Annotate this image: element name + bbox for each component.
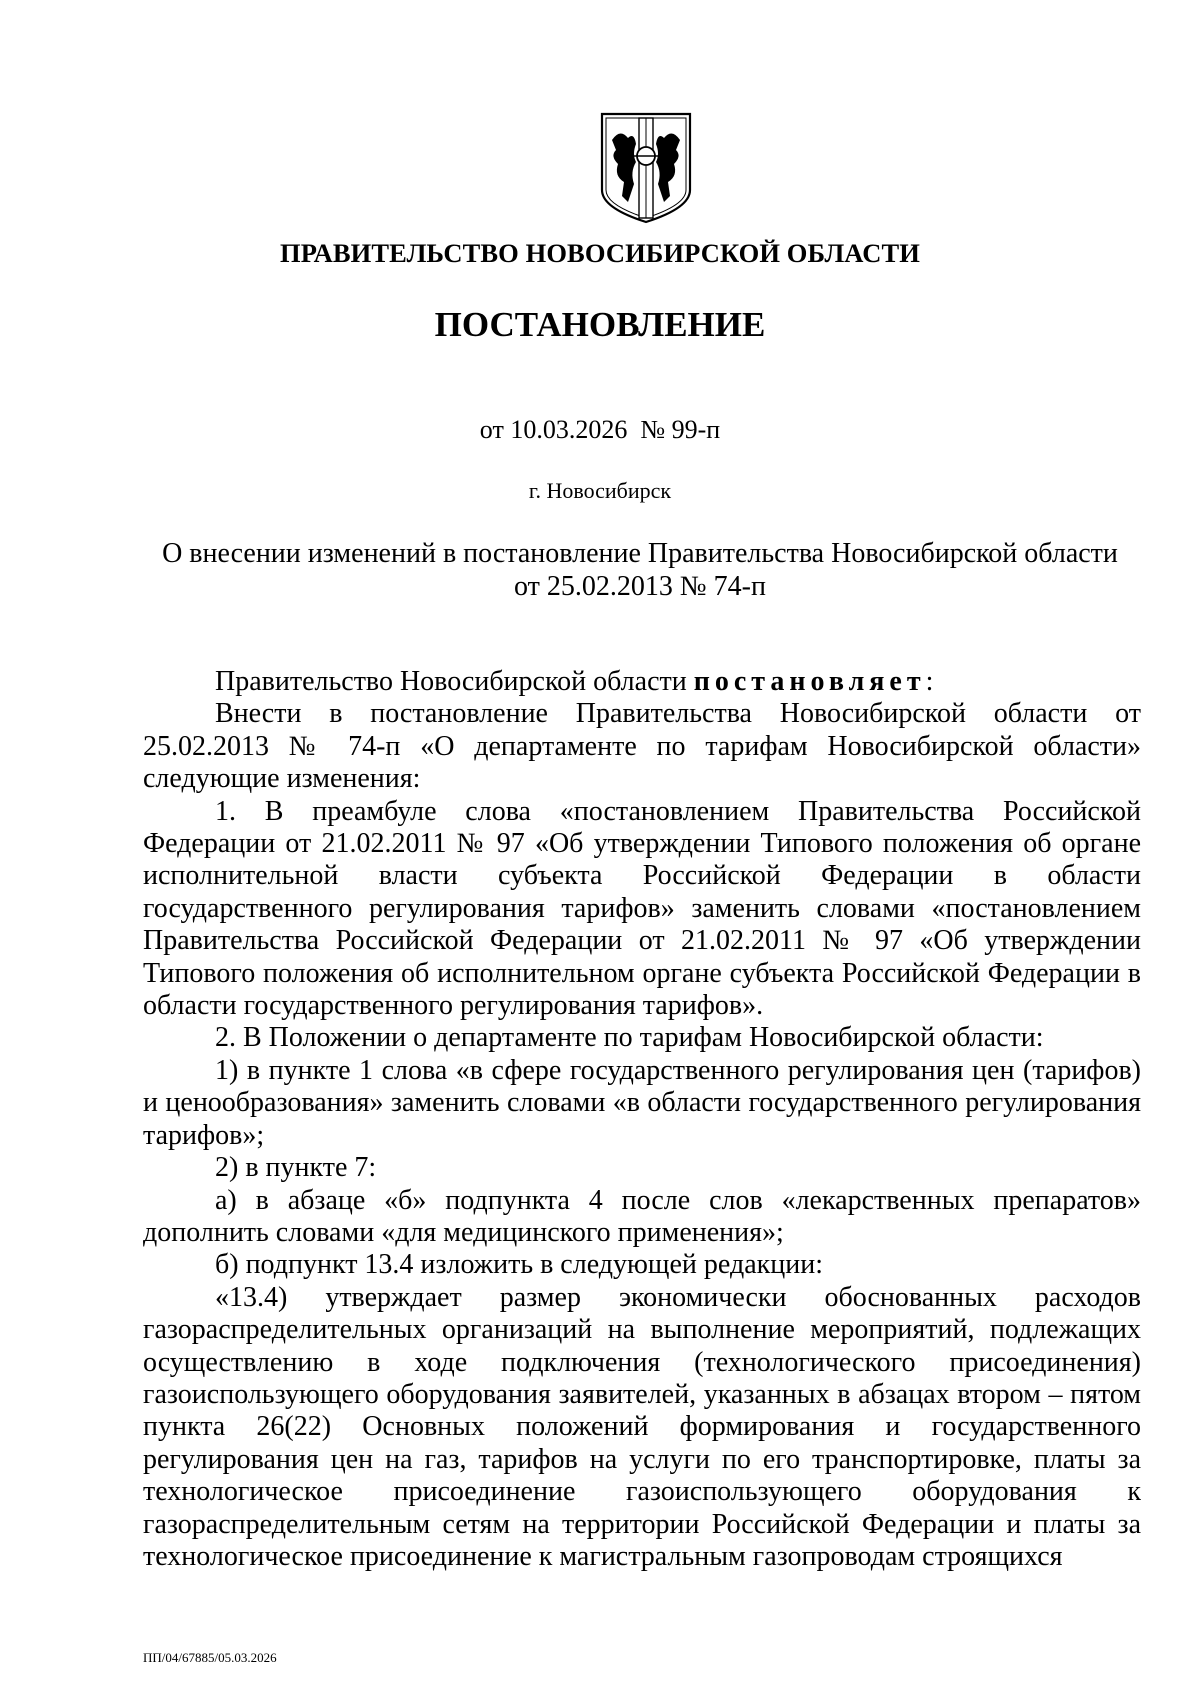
intro-prefix: Правительство Новосибирской области — [215, 666, 694, 697]
document-date-number: от 10.03.2026 № 99-п — [479, 415, 721, 444]
intro-suffix: : — [925, 666, 934, 697]
paragraph-subitem-a: а) в абзаце «б» подпункта 4 после слов «лекарственных препаратов» дополнить словами «для медицинского применения»; — [143, 1184, 1141, 1248]
paragraph-item-2: 2. В Положении о департаменте по тарифам Новосибирской области: — [215, 1022, 1044, 1054]
document-city: г. Новосибирск — [528, 478, 672, 503]
document-type-title: ПОСТАНОВЛЕНИЕ — [434, 305, 766, 344]
paragraph-item-1: 1. В преамбуле слова «постановлением Правительства Российской Федерации от 21.02.2011 № 97 «Об утверждении Типового положения об органе исполнительной власти субъекта Российской Федерации в области государственного регулирования тарифов» заменить словами «постановлением Правительства Российской Федерации от 21.02.2011 № 97 «Об утверждении Типового положения об исполнительном органе субъекта Российской Федерации в области государственного регулирования тарифов». — [143, 795, 1141, 1022]
paragraph-13-4: «13.4) утверждает размер экономически обоснованных расходов газораспределительных организаций на выполнение мероприятий, подлежащих осуществлению в ходе подключения (технологического присоединения) газоиспользующего оборудования заявителей, указанных в абзацах втором – пятом пункта 26(22) Основных положений формирования и государственного регулирования цен на газ, тарифов на услуги по его транспортировке, платы за технологическое присоединение газоиспользующего оборудования к газораспределительным сетям на территории Российской Федерации и платы за технологическое присоединение к магистральным газопроводам строящихся — [143, 1281, 1141, 1572]
resolves-word: постановляет — [693, 666, 926, 697]
subject-line-2: от 25.02.2013 № 74-п — [514, 571, 766, 602]
subject-line-1: О внесении изменений в постановление Правительства Новосибирской области — [162, 538, 1118, 569]
novosibirsk-coat-of-arms-icon — [598, 110, 694, 226]
government-name: ПРАВИТЕЛЬСТВО НОВОСИБИРСКОЙ ОБЛАСТИ — [280, 238, 920, 268]
document-registration-code: ПП/04/67885/05.03.2026 — [143, 1650, 277, 1665]
paragraph-subitem-b: б) подпункт 13.4 изложить в следующей редакции: — [215, 1249, 823, 1281]
paragraph-subitem-2: 2) в пункте 7: — [215, 1152, 377, 1184]
document-subject — [140, 537, 1140, 603]
intro-paragraph — [143, 666, 1141, 698]
paragraph-amend: Внести в постановление Правительства Новосибирской области от 25.02.2013 № 74-п «О департаменте по тарифам Новосибирской области» следующие изменения: — [143, 698, 1141, 795]
document-body — [143, 666, 1141, 1573]
paragraph-subitem-1: 1) в пункте 1 слова «в сфере государственного регулирования цен (тарифов) и ценообразования» заменить словами «в области государственного регулирования тарифов»; — [143, 1054, 1141, 1151]
